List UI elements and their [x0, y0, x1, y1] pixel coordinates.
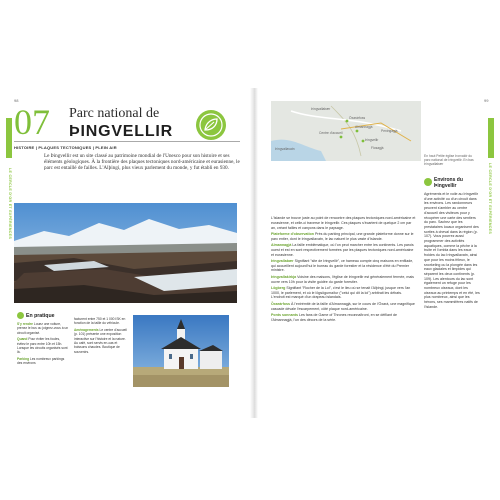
info-icon — [17, 312, 24, 319]
practical-item: S'y rendre Louez une voiture, prenez le bus ou joignez-vous à un circuit organisé. — [17, 322, 69, 335]
map-caption: En haut Petite église Þorvaldr du parc national de Þingvellir. En bas Þingvallabær — [424, 154, 474, 166]
environs-title: Environs du Þingvellir — [434, 177, 463, 189]
book-spread — [6, 88, 494, 418]
map-label: Þingvallabær — [311, 107, 331, 111]
environs-text: Agréments et le voile au Þingvellir d'une activité ou d'un circuit dans les environs. Les randonneurs peuvent s'ambler au centre d'accueil des visiteurs pour y récupérer une carte des sentiers du parc. Sachez que les prestataires locaux organisent des sorties à cheval dans la région (p. 107). Vous pourrez aussi programmer des activités aquatiques, comme la pêche à la truite et l'ombla dans les eaux froides du lac Þingvallavatn, ainsi que pour les moins frileux, le snorkeling ou la plongée dans les eaux glaciales et limpides qui séparent les deux continents (p. 109). Les alentours du lac sont également un refuge pour les nombreux oiseaux, dont les oiseaux au printemps et en été, les plus nombreux, ainsi que les hérons, ses mammifères natifs de l'Islande. — [424, 192, 480, 309]
body-text — [271, 216, 416, 322]
compass-icon — [424, 178, 432, 186]
body-paragraph: Lögberg Signifiant "Rocher de la Loi", c'est le lieu où se tenait l'Alþingi, jusque vers l'an 1000, le parlement, et où le lögsögumaður ("celui qui dit la loi") arbitrait les débats. L'endroit est marqué d'un drapeau islandais. — [271, 285, 411, 300]
area-map — [271, 101, 421, 161]
map-label: Almannagjá — [355, 125, 373, 129]
left-page-number: 98 — [14, 98, 19, 103]
right-page-number: 99 — [484, 98, 489, 103]
body-paragraph: Öxarárfoss À l'extrémité de la faille d'Almannagjá, sur le cours de l'Öxará, une magnifique cascade dévale l'escarpement, côté plaque nord-américaine. — [271, 301, 415, 311]
body-paragraph: Þingvallakirkja Voisine des maisons, l'église de Þingvellir est généralement fermée, mais ouvre vers 10h pour la visite guidée du garde forestier. — [271, 274, 414, 284]
landscape-photo — [14, 203, 237, 303]
practical-item: Parking Les nombreux parkings des environs — [17, 356, 65, 366]
page-title-line1: Parc national de — [69, 106, 160, 121]
practical-item: facturent entre 750 et 1 000 ISK en fonction de la taille du véhicule. — [74, 317, 126, 326]
category-tags: HISTOIRE | PLAQUES TECTONIQUES | PLEIN AIR — [14, 145, 117, 150]
body-paragraph: Plateforme d'observation Près du parking principal, une grande plateforme donne sur le parc entier, dont le Þingvallavatn, le lac naturel le plus vaste d'Islande. — [271, 231, 414, 241]
map-label: Þingvellir — [365, 138, 379, 142]
map-label: Öxarárfoss — [349, 116, 366, 120]
practical-item: Quand Pour éviter les foules, évitez le parc entre 10h et 15h. Lorsque les circuits organisés sont là. — [17, 337, 68, 355]
map-label: Peningagjá — [381, 129, 398, 133]
map-label: Flosagjá — [371, 146, 384, 150]
body-paragraph: L'Islande se trouve juste au point de rencontre des plaques tectoniques nord-américaine et eurasienne, et celle-ci traverse le Þingvellir. Ces plaques s'écartent de quelque 2 cm par an, créant failles et canyons dans le paysage. — [271, 216, 416, 230]
practical-item: Aménagements Le centre d'accueil (p. 101) présente une exposition interactive sur l'histoire et la nature. Au café, sont servis en-cas et boissons chaudes. Boutique de souvenirs. — [74, 327, 127, 354]
church-photo — [133, 315, 229, 387]
section-number: 07 — [14, 102, 50, 142]
map-label: Þingvallavatn — [275, 147, 295, 151]
body-paragraph: Þingvallabær Signifiant "site de Þingvellir", ce hameau compte cinq maisons en enfilade, qui accueillent aujourd'hui le bureau du garde forestier et la résidence d'été du Premier ministre. — [271, 258, 414, 273]
left-side-tab — [6, 118, 12, 158]
page-title-line2: ÞINGVELLIR — [69, 123, 174, 140]
en-pratique-col2 — [74, 317, 128, 354]
leaf-icon — [196, 110, 226, 140]
en-pratique-title: En pratique — [26, 313, 55, 319]
map-label: Centre d'accueil — [319, 131, 343, 135]
body-paragraph: Almannagjá La faille emblématique, où l'on peut marcher entre les continents. Les parois ouest et est en sont respectivement formées par les plaques tectoniques nord-américaine et eurasienne. — [271, 242, 414, 257]
intro-text: Le Þingvellir est un site classé au patrimoine mondial de l'Unesco pour son histoire et ses éléments géologiques. À la frontière des plaques tectoniques nord-américaine et eurasienne, le parc est entaillé de failles. L'Alþingi, plus vieux parlement du monde, y fut établi en 930. — [44, 153, 240, 172]
book-gutter — [250, 88, 258, 418]
body-paragraph: Ponts sonnants Les fans de Game of Thrones reconnaîtront, en se défilant de l'Almannagjá, l'un des décors de la série. — [271, 312, 397, 322]
left-side-tab-vertical-label: LE CERCLE D'OR ET EXPÉRIENCES — [8, 168, 12, 240]
right-side-tab-label: LE CERCLE D'OR ET EXPÉRIENCES — [488, 163, 492, 235]
en-pratique-col1 — [17, 322, 69, 366]
right-side-tab — [488, 118, 494, 158]
